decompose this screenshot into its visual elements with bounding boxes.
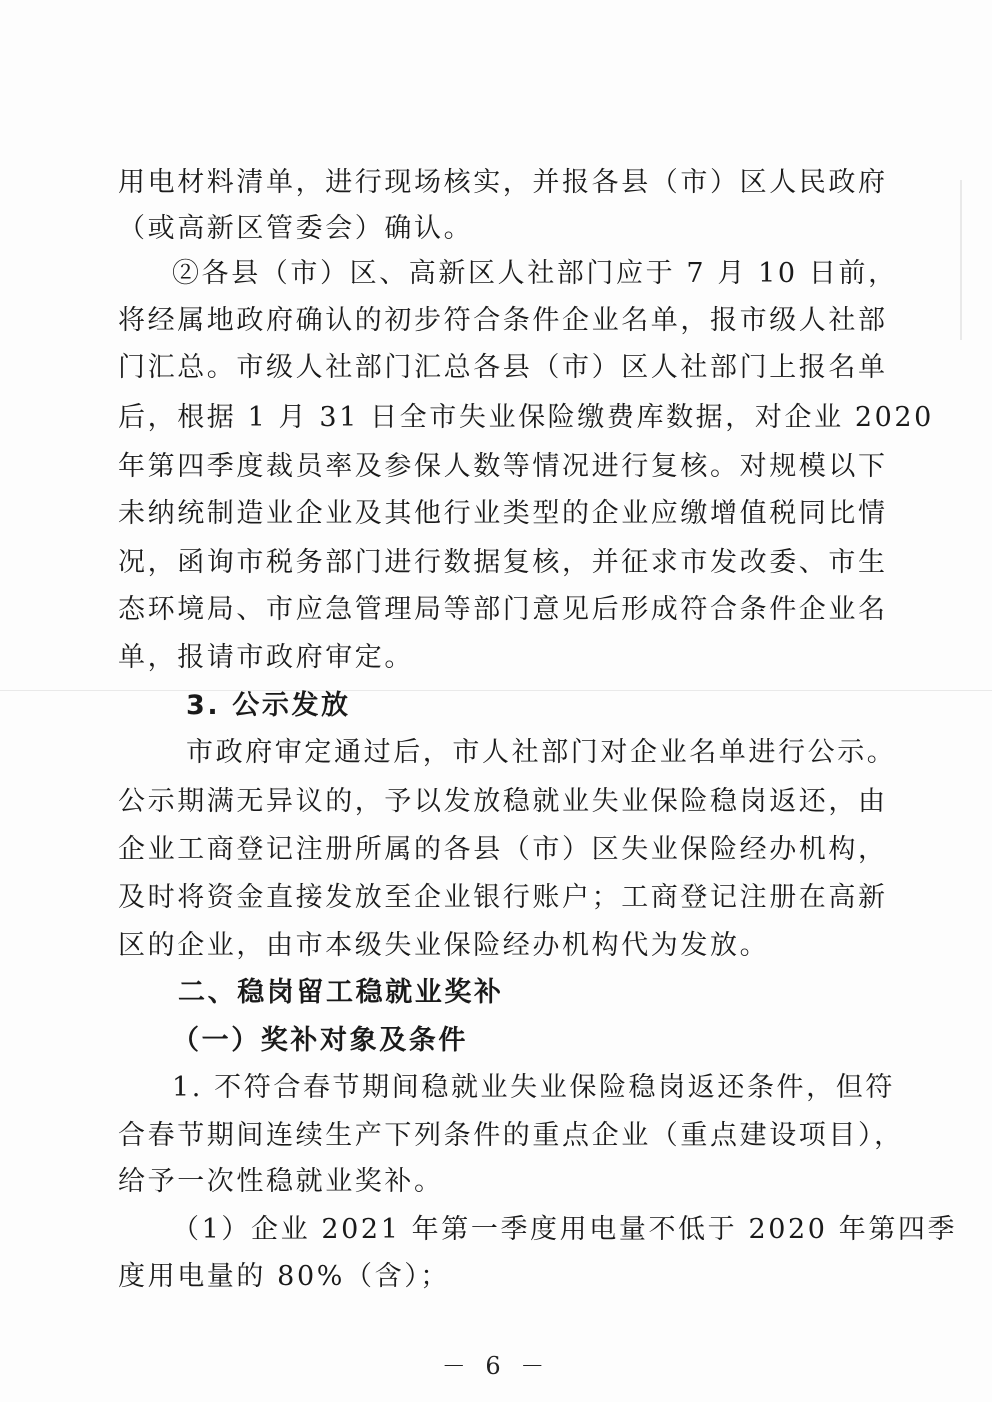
body-line: （1）企业 2021 年第一季度用电量不低于 2020 年第四季 xyxy=(172,1214,958,1245)
body-line: 及时将资金直接发放至企业银行账户；工商登记注册在高新 xyxy=(118,882,888,913)
body-line: 后，根据 1 月 31 日全市失业保险缴费库数据，对企业 2020 xyxy=(118,402,934,433)
body-line: （或高新区管委会）确认。 xyxy=(118,213,474,244)
body-line: 合春节期间连续生产下列条件的重点企业（重点建设项目）， xyxy=(118,1120,904,1151)
body-line: 未纳统制造业企业及其他行业类型的企业应缴增值税同比情 xyxy=(118,498,888,529)
body-line: 1. 不符合春节期间稳就业失业保险稳岗返还条件，但符 xyxy=(172,1072,895,1103)
scan-artifact xyxy=(0,690,992,691)
body-line: 公示期满无异议的，予以发放稳就业失业保险稳岗返还，由 xyxy=(118,786,888,817)
scan-artifact xyxy=(960,180,962,340)
body-line: 将经属地政府确认的初步符合条件企业名单，报市级人社部 xyxy=(118,305,888,336)
body-line: 况，函询市税务部门进行数据复核，并征求市发改委、市生 xyxy=(118,547,888,578)
body-line: 市政府审定通过后，市人社部门对企业名单进行公示。 xyxy=(186,737,897,768)
section-heading: 二、稳岗留工稳就业奖补 xyxy=(178,977,504,1008)
body-line: 给予一次性稳就业奖补。 xyxy=(118,1166,444,1197)
body-line: 单，报请市政府审定。 xyxy=(118,642,414,673)
body-line: 区的企业，由市本级失业保险经办机构代为发放。 xyxy=(118,930,770,961)
body-line: 企业工商登记注册所属的各县（市）区失业保险经办机构， xyxy=(118,834,888,865)
page-number: － 6 － xyxy=(441,1352,551,1380)
body-line: ②各县（市）区、高新区人社部门应于 7 月 10 日前， xyxy=(172,258,898,289)
subsection-heading: （一）奖补对象及条件 xyxy=(172,1025,468,1056)
body-line: 度用电量的 80%（含）； xyxy=(118,1261,450,1292)
section-heading: 3. 公示发放 xyxy=(186,690,351,721)
body-line: 门汇总。市级人社部门汇总各县（市）区人社部门上报名单 xyxy=(118,352,888,383)
body-line: 态环境局、市应急管理局等部门意见后形成符合条件企业名 xyxy=(118,594,888,625)
body-line: 用电材料清单，进行现场核实，并报各县（市）区人民政府 xyxy=(118,167,888,198)
body-line: 年第四季度裁员率及参保人数等情况进行复核。对规模以下 xyxy=(118,451,888,482)
